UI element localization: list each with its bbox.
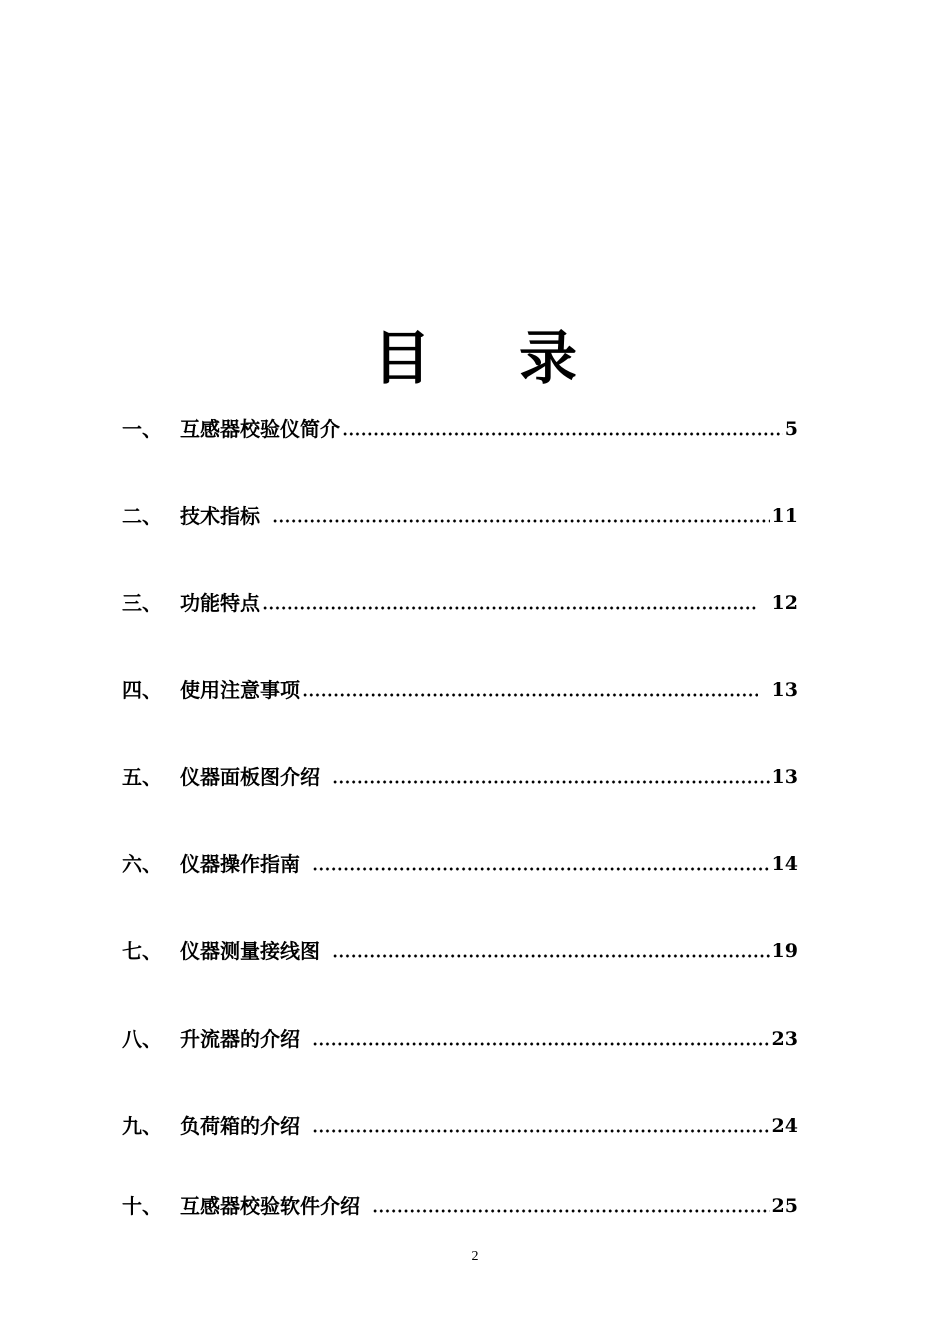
toc-entry-label: 使用注意事项 [180,678,300,702]
toc-entry-page: 12 [771,592,798,614]
toc-entry-page: 14 [771,853,798,875]
toc-entry-page: 25 [771,1195,798,1217]
toc-entry-page: 23 [771,1028,798,1050]
toc-dot-leader [312,1111,770,1141]
toc-entry-number: 二、 [122,504,162,528]
toc-entry[interactable] [122,1191,798,1221]
toc-entry[interactable] [122,414,798,444]
toc-entry-number: 十、 [122,1194,162,1218]
toc-entry[interactable] [122,501,798,531]
toc-dot-leader [342,414,783,444]
toc-entry[interactable] [122,1111,798,1141]
toc-entry-number: 六、 [122,852,162,876]
toc-entry-label: 仪器操作指南 [180,852,300,876]
toc-entry-label: 功能特点 [180,591,260,615]
toc-entry-page: 13 [771,679,798,701]
toc-entry[interactable] [122,1024,798,1054]
toc-entry[interactable] [122,849,798,879]
toc-dot-leader [372,1191,770,1221]
toc-entry-number: 八、 [122,1027,162,1051]
toc-title [0,318,950,398]
toc-title-char-2: 录 [519,324,578,392]
toc-entry-label: 技术指标 [180,504,260,528]
toc-entry-page: 5 [784,418,798,440]
toc-entry[interactable] [122,675,798,705]
toc-entry-number: 七、 [122,939,162,963]
toc-dot-leader [312,1024,770,1054]
toc-entry-number: 四、 [122,678,162,702]
toc-entry-label: 仪器面板图介绍 [180,765,320,789]
toc-entry-number: 一、 [122,417,162,441]
toc-entry-page: 13 [771,766,798,788]
toc-entry-label: 互感器校验软件介绍 [180,1194,360,1218]
toc-entry-number: 五、 [122,765,162,789]
toc-entry-label: 负荷箱的介绍 [180,1114,300,1138]
page-number: 2 [471,1249,479,1264]
toc-entry-page: 19 [771,940,798,962]
toc-entry-page: 24 [771,1115,798,1137]
toc-entry[interactable] [122,588,798,618]
toc-entry[interactable] [122,936,798,966]
toc-entry[interactable] [122,762,798,792]
toc-entry-number: 九、 [122,1114,162,1138]
toc-dot-leader [302,675,758,705]
toc-dot-leader [262,588,758,618]
toc-entry-label: 升流器的介绍 [180,1027,300,1051]
toc-dot-leader [312,849,770,879]
toc-dot-leader [332,936,770,966]
toc-title-char-1: 目 [372,324,431,392]
toc-dot-leader [332,762,770,792]
toc-entry-number: 三、 [122,591,162,615]
toc-entry-label: 仪器测量接线图 [180,939,320,963]
toc-entry-page: 11 [771,505,798,527]
toc-dot-leader [272,501,770,531]
toc-entry-label: 互感器校验仪简介 [180,417,340,441]
